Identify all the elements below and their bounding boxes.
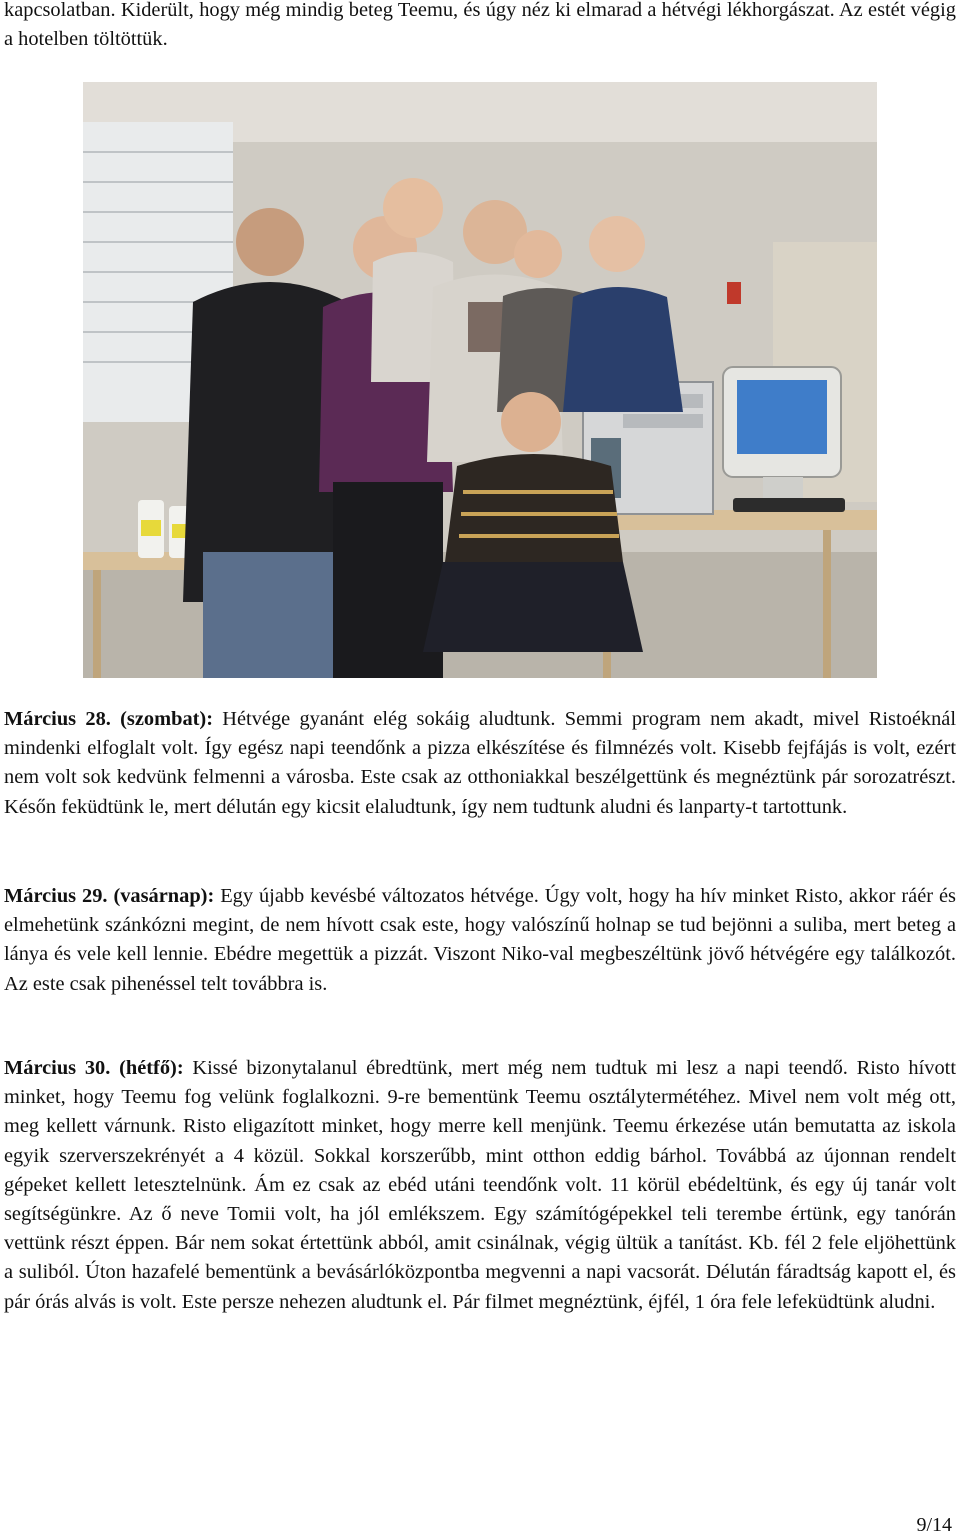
- entry-date-heading: Március 28. (szombat):: [4, 708, 214, 730]
- entry-body: Egy újabb kevésbé változatos hétvége. Úgy volt, hogy ha hív minket Risto, akkor ráér és elmehetünk szánkózni megint, de nem hívott csak este, hogy valószínű holnap se tud bejönni a suliba, mert beteg a lánya és vele kell lennie. Ebédre megettük a pizzát. Viszont Niko-val megbeszéltünk jövő hétvégére egy találkozót. Az este csak pihenéssel telt továbbra is.: [4, 885, 956, 995]
- intro-paragraph: [4, 0, 956, 54]
- group-photo: [83, 82, 877, 678]
- intro-text: kapcsolatban. Kiderült, hogy még mindig beteg Teemu, és úgy néz ki elmarad a hétvégi lékhorgászat. Az estét végig a hotelben töltöttük.: [4, 0, 956, 51]
- entry-date-heading: Március 29. (vasárnap):: [4, 885, 215, 907]
- entry-body: Kissé bizonytalanul ébredtünk, mert még nem tudtuk mi lesz a napi teendő. Risto hívott minket, hogy Teemu fog velünk foglalkozni. 9-re bementünk Teemu osztálytermétéhez. Mivel nem volt még ott, meg kellett várnunk. Risto eligazított minket, hogy merre kell menjünk. Teemu érkezése után bemutatta az iskola egyik szerverszekrényét a 4 közül. Sokkal korszerűbb, mint otthon eddig bárhol. Továbbá az újonnan rendelt gépeket kellett letesztelnünk. Ám ez csak az ebéd utáni teendőnk volt. 11 körül ebédeltünk, és egy új tanár volt segítségünkre. Az ő neve Tomii volt, ha jól emlékszem. Egy számítógépekkel teli terembe értünk, egy tanórán vettünk részt éppen. Bár nem sokat értettünk abból, amit csinálnak, végig ültük a tanítást. Kb. fél 2 fele eljöhettünk a suliból. Úton hazafelé bementünk a bevásárlóközpontba megvenni a napi vacsorát. Délután fáradtság kapott el, és pár órás alvás is volt. Este persze nehezen aludtunk el. Pár filmet megnéztünk, éjfél, 1 óra fele lefeküdtünk aludni.: [4, 1057, 956, 1313]
- page-number: 9/14: [916, 1514, 952, 1536]
- diary-entry-march-28: [4, 705, 956, 822]
- diary-entry-march-29: [4, 882, 956, 999]
- entry-date-heading: Március 30. (hétfő):: [4, 1057, 184, 1079]
- entry-body: Hétvége gyanánt elég sokáig aludtunk. Semmi program nem akadt, mivel Ristoéknál mindenki elfoglalt volt. Így egész napi teendőnk a pizza elkészítése és filmnézés volt. Kisebb fejfájás is volt, ezért nem volt sok kedvünk felmenni a városba. Este csak az otthoniakkal beszélgettünk és megnéztünk pár sorozatrészt. Későn feküdtünk le, mert délután egy kicsit elaludtunk, így nem tudtunk aludni és lanparty-t tartottunk.: [4, 708, 956, 818]
- group-photo-icon: [83, 82, 877, 678]
- diary-entry-march-30: [4, 1054, 956, 1317]
